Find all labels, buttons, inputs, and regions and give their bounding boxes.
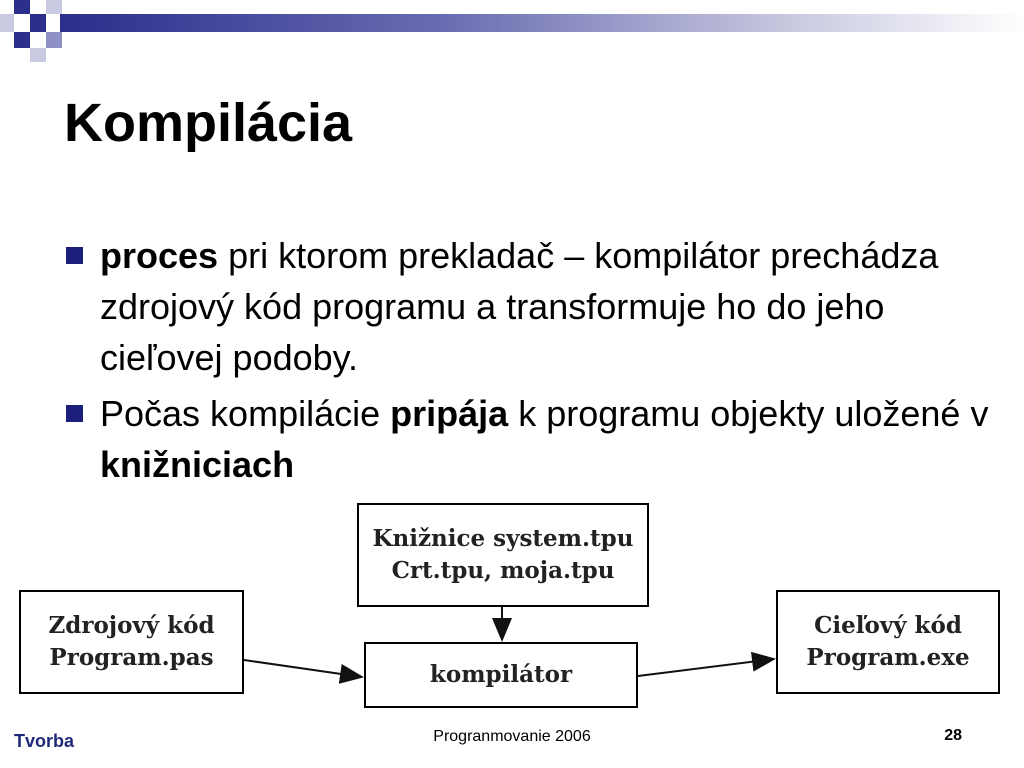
libraries-box [357, 503, 649, 607]
footer-course-title: Progranmovanie 2006 [433, 728, 591, 745]
arrow-source-to-compiler [244, 660, 362, 677]
libraries-line-1: Knižnice system.tpu [372, 525, 634, 552]
slide-title: Kompilácia [64, 93, 353, 153]
source-line-2: Program.pas [49, 644, 214, 671]
bullet-text: k programu objekty uložené v [508, 393, 989, 434]
square-bullet-icon [66, 247, 83, 264]
arrow-compiler-to-target [638, 659, 774, 676]
bullet-text: Počas kompilácie [100, 393, 391, 434]
bullet-text-bold: proces [100, 235, 219, 276]
compiler-box [364, 642, 638, 708]
corner-decoration [0, 0, 90, 70]
footer-section-label: Tvorba [14, 731, 75, 751]
bullet-text: pri ktorom prekladač – kompilátor prechádza zdrojový kód programu a transformuje ho do jeho cieľovej podoby. [100, 235, 939, 378]
source-code-box [19, 590, 244, 694]
header-gradient-bar [60, 14, 1024, 32]
libraries-line-2: Crt.tpu, moja.tpu [391, 557, 615, 584]
target-line-2: Program.exe [806, 644, 970, 671]
target-code-box [776, 590, 1000, 694]
bullet-text-bold: pripája [390, 393, 509, 434]
bullet-item-linking [64, 388, 994, 490]
source-line-1: Zdrojový kód [48, 612, 215, 639]
compiler-label: kompilátor [429, 661, 573, 688]
square-bullet-icon [66, 405, 83, 422]
page-number: 28 [944, 727, 962, 744]
bullet-list [64, 230, 994, 495]
bullet-item-process [64, 230, 994, 383]
target-line-1: Cieľový kód [814, 612, 962, 639]
bullet-text-bold: knižniciach [100, 444, 295, 485]
